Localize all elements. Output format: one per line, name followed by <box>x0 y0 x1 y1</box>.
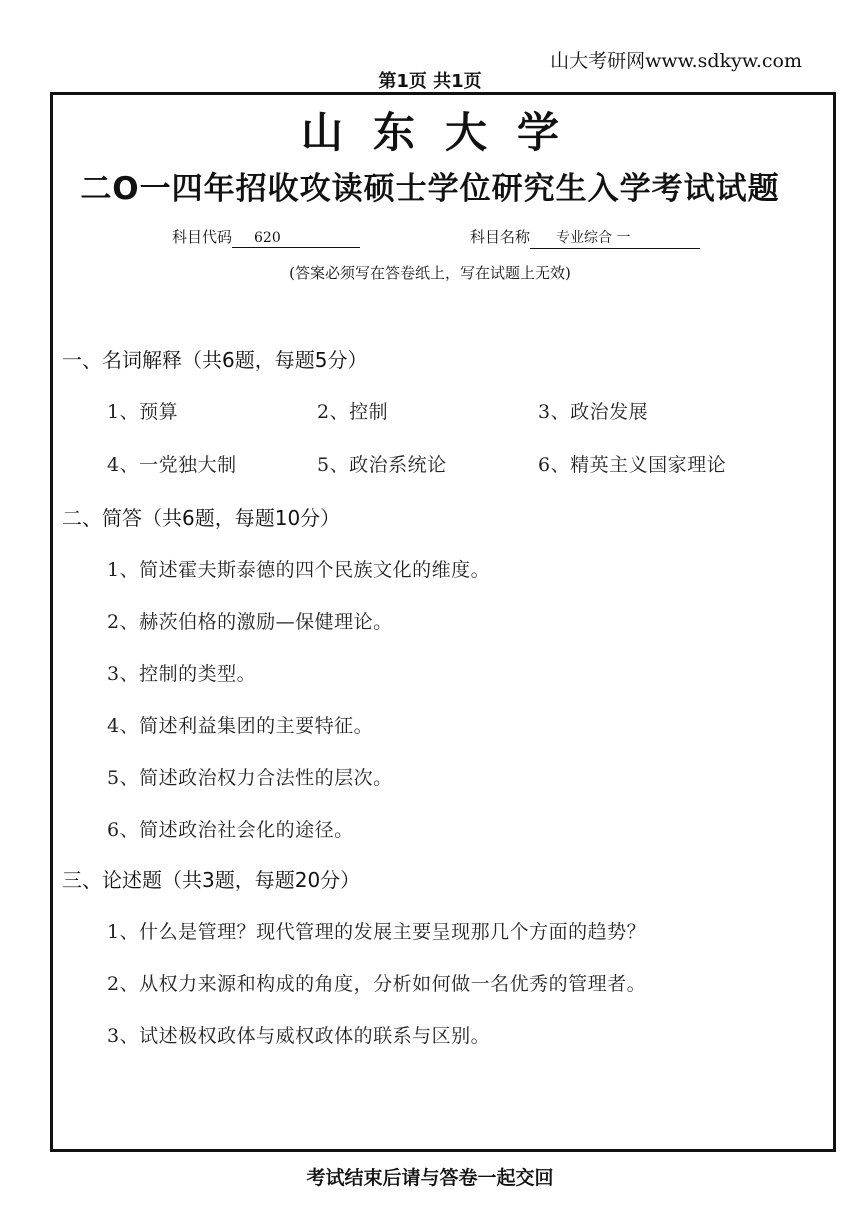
section-1-title: 一、名词解释（共6题，每题5分） <box>62 348 368 372</box>
section-1-item: 3、政治发展 <box>538 401 649 423</box>
footer-note: 考试结束后请与答卷一起交回 <box>306 1167 554 1189</box>
section-2-title: 二、简答（共6题，每题10分） <box>62 506 341 530</box>
section-1-item: 2、控制 <box>317 401 389 423</box>
answer-notice: (答案必须写在答卷纸上，写在试题上无效) <box>289 264 571 282</box>
section-1-item: 4、一党独大制 <box>107 454 237 476</box>
section-3-item: 3、试述极权政体与威权政体的联系与区别。 <box>107 1025 491 1047</box>
section-2-item: 6、简述政治社会化的途径。 <box>107 819 354 841</box>
subject-code-label: 科目代码 <box>172 228 233 246</box>
section-2-item: 3、控制的类型。 <box>107 663 257 685</box>
subject-name-label: 科目名称 <box>470 228 531 246</box>
subject-name-value: 专业综合 一 <box>530 227 700 249</box>
section-3-item: 1、什么是管理？现代管理的发展主要呈现那几个方面的趋势？ <box>107 921 647 943</box>
section-1-item: 6、精英主义国家理论 <box>538 454 727 476</box>
exam-title: 二O一四年招收攻读硕士学位研究生入学考试试题 <box>80 171 780 207</box>
university-name: 山东大学 <box>300 108 589 157</box>
page-number: 第1页 共1页 <box>378 71 482 92</box>
section-3-title: 三、论述题（共3题，每题20分） <box>62 868 361 892</box>
watermark-text: 山大考研网www.sdkyw.com <box>550 50 802 72</box>
subject-code-value: 620 <box>232 230 360 248</box>
section-2-item: 2、赫茨伯格的激励—保健理论。 <box>107 611 393 633</box>
section-2-item: 1、简述霍夫斯泰德的四个民族文化的维度。 <box>107 559 491 581</box>
section-3-item: 2、从权力来源和构成的角度，分析如何做一名优秀的管理者。 <box>107 973 647 995</box>
subject-name-field <box>470 226 700 249</box>
subject-code-field <box>172 226 360 248</box>
section-1-item: 1、预算 <box>107 401 179 423</box>
section-1-item: 5、政治系统论 <box>317 454 447 476</box>
section-2-item: 4、简述利益集团的主要特征。 <box>107 715 374 737</box>
section-2-item: 5、简述政治权力合法性的层次。 <box>107 767 393 789</box>
